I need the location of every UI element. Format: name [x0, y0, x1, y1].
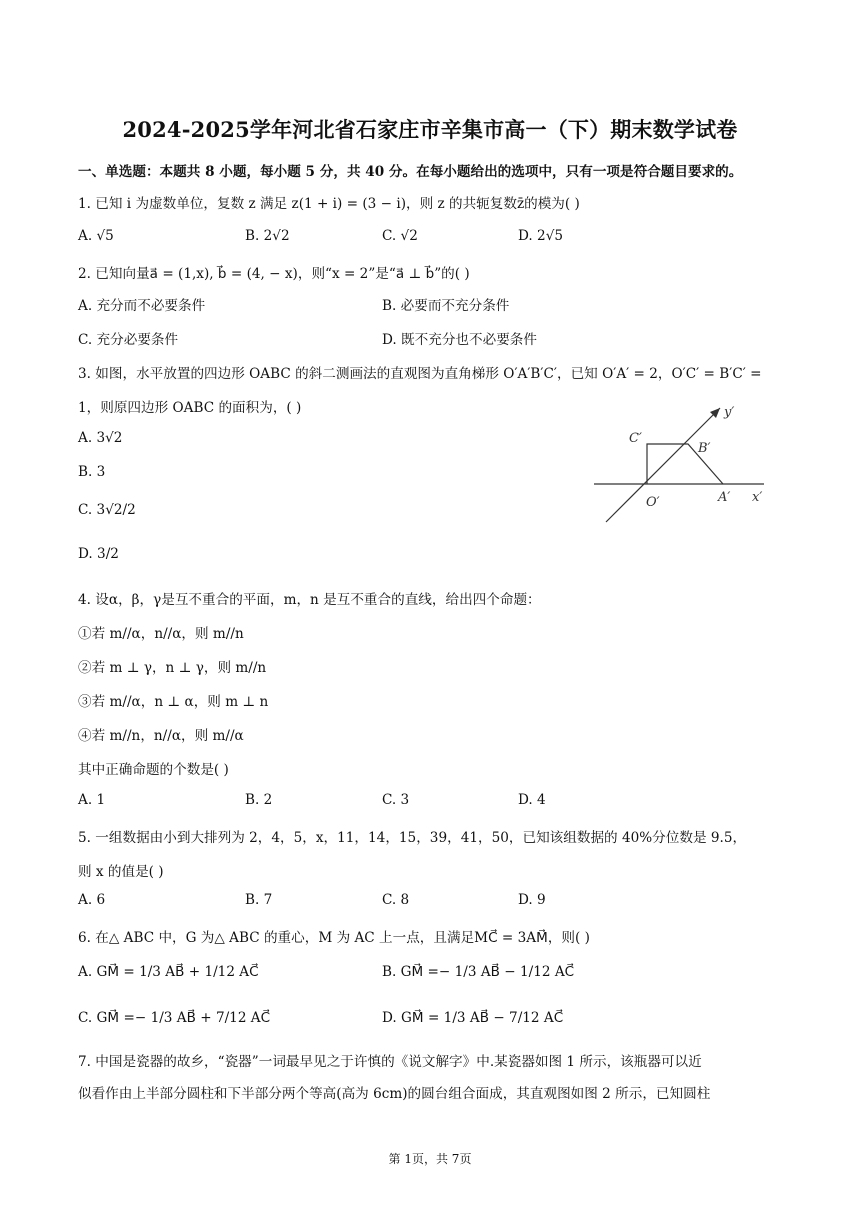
- q2-option-b: B. 必要而不充分条件: [382, 298, 510, 314]
- q5-option-a: A. 6: [78, 892, 106, 908]
- page-footer: 第 1页，共 7页: [388, 1152, 472, 1166]
- q6-option-a: A. GM⃗ = 1/3 AB⃗ + 1/12 AC⃗: [78, 964, 259, 980]
- q4-option-b: B. 2: [245, 792, 273, 808]
- q3-stem-line1: 3. 如图，水平放置的四边形 OABC 的斜二测画法的直观图为直角梯形 O′A′B′C′，已知 O′A′ = 2，O′C′ = B′C′ =: [78, 366, 762, 382]
- q3-option-d: D. 3/2: [78, 546, 119, 562]
- q1-option-d: D. 2√5: [518, 228, 564, 244]
- q4-proposition-3: ③若 m//α，n ⊥ α，则 m ⊥ n: [78, 694, 269, 710]
- q2-option-c: C. 充分必要条件: [78, 332, 179, 348]
- q5-option-b: B. 7: [245, 892, 273, 908]
- q3-option-a: A. 3√2: [78, 430, 123, 446]
- q4-question: 其中正确命题的个数是( ): [78, 762, 229, 778]
- q6-option-c: C. GM⃗ =− 1/3 AB⃗ + 7/12 AC⃗: [78, 1010, 271, 1026]
- q3-option-c: C. 3√2/2: [78, 502, 136, 518]
- q3-trapezoid-figure: [592, 402, 772, 532]
- q1-option-c: C. √2: [382, 228, 418, 244]
- q4-stem: 4. 设α，β，γ是互不重合的平面，m，n 是互不重合的直线，给出四个命题：: [78, 592, 541, 608]
- q3-option-b: B. 3: [78, 464, 106, 480]
- q4-proposition-1: ①若 m//α，n//α，则 m//n: [78, 626, 244, 642]
- label-x: x′: [752, 490, 763, 505]
- q2-option-d: D. 既不充分也不必要条件: [382, 332, 537, 348]
- q5-option-c: C. 8: [382, 892, 410, 908]
- label-y: y′: [724, 405, 735, 420]
- q1-stem: 1. 已知 i 为虚数单位，复数 z 满足 z(1 + i) = (3 − i)，则 z 的共轭复数z̄的模为( ): [78, 196, 580, 212]
- q2-option-a: A. 充分而不必要条件: [78, 298, 206, 314]
- label-o: O′: [646, 495, 660, 510]
- q6-option-b: B. GM⃗ =− 1/3 AB⃗ − 1/12 AC⃗: [382, 964, 575, 980]
- trapezoid-outline: [647, 444, 723, 484]
- q7-stem-line2: 似看作由上半部分圆柱和下半部分两个等高(高为 6cm)的圆台组合面成，其直观图如图 2 所示，已知圆柱: [78, 1086, 711, 1102]
- q6-stem: 6. 在△ ABC 中，G 为△ ABC 的重心，M 为 AC 上一点，且满足MC⃗ = 3AM⃗，则( ): [78, 930, 590, 946]
- label-c: C′: [629, 431, 642, 446]
- q6-option-d: D. GM⃗ = 1/3 AB⃗ − 7/12 AC⃗: [382, 1010, 564, 1026]
- exam-title: 2024-2025学年河北省石家庄市辛集市高一（下）期末数学试卷: [122, 117, 738, 142]
- q3-stem-line2: 1，则原四边形 OABC 的面积为，( ): [78, 400, 302, 416]
- q7-stem-line1: 7. 中国是瓷器的故乡，“瓷器”一词最早见之于许慎的《说文解字》中.某瓷器如图 1 所示，该瓶器可以近: [78, 1054, 702, 1070]
- y-axis-line: [606, 408, 720, 522]
- label-b: B′: [698, 441, 711, 456]
- q4-proposition-4: ④若 m//n，n//α，则 m//α: [78, 728, 244, 744]
- q4-proposition-2: ②若 m ⊥ γ，n ⊥ γ，则 m//n: [78, 660, 267, 676]
- q1-option-b: B. 2√2: [245, 228, 290, 244]
- q5-stem-line1: 5. 一组数据由小到大排列为 2，4，5，x，11，14，15，39，41，50，已知该组数据的 40%分位数是 9.5，: [78, 830, 747, 846]
- q4-option-a: A. 1: [78, 792, 106, 808]
- q4-option-d: D. 4: [518, 792, 546, 808]
- q5-option-d: D. 9: [518, 892, 546, 908]
- q5-stem-line2: 则 x 的值是( ): [78, 864, 164, 880]
- q4-option-c: C. 3: [382, 792, 410, 808]
- label-a: A′: [718, 490, 731, 505]
- section-heading: 一、单选题：本题共 8 小题，每小题 5 分，共 40 分。在每小题给出的选项中，只有一项是符合题目要求的。: [78, 164, 743, 180]
- q1-option-a: A. √5: [78, 228, 114, 244]
- q2-stem: 2. 已知向量a⃗ = (1,x), b⃗ = (4, − x)，则“x = 2”是“a⃗ ⊥ b⃗”的( ): [78, 266, 470, 282]
